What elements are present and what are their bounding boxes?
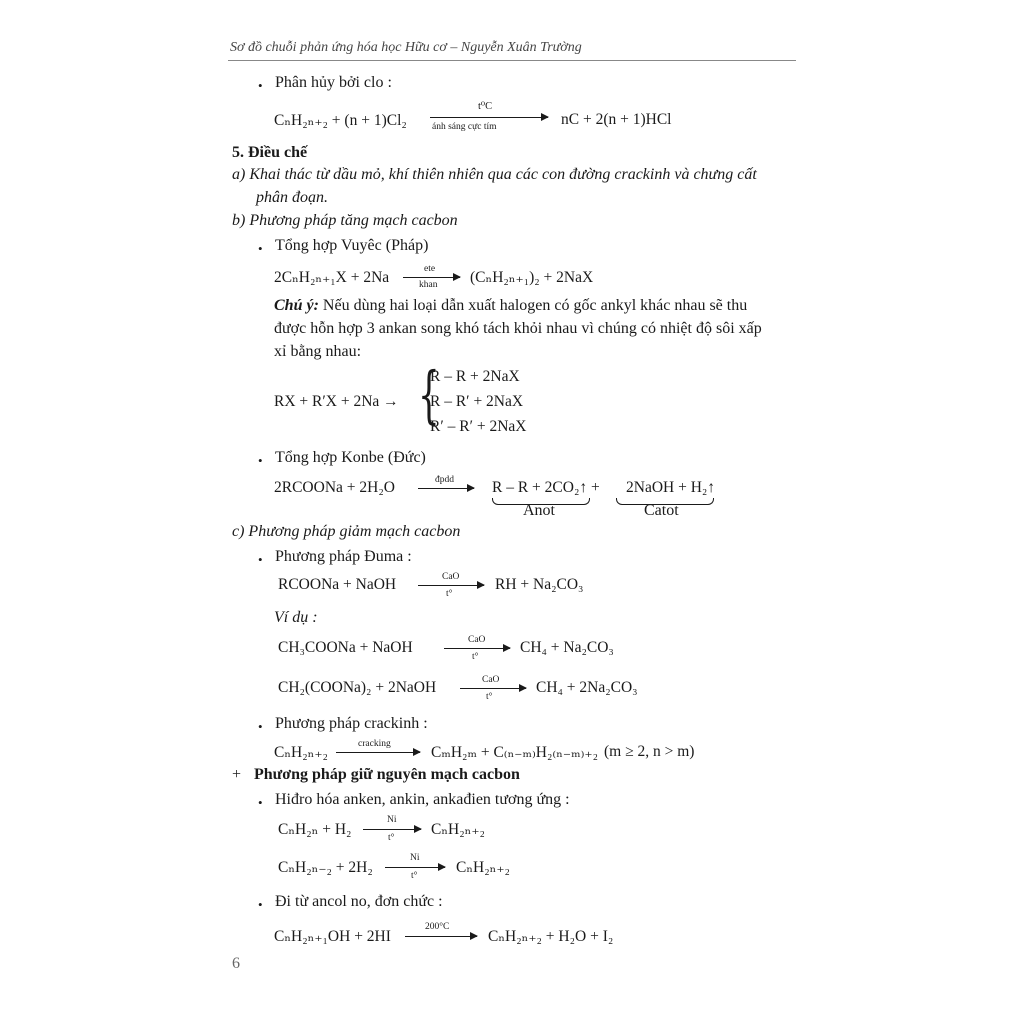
running-header: Sơ đồ chuỗi phản ứng hóa học Hữu cơ – Nguyễn Xuân Trường — [230, 40, 582, 55]
reaction-arrow — [430, 117, 548, 118]
dumas-heading: Phương pháp Đuma : — [275, 548, 412, 565]
bullet: • — [258, 897, 263, 912]
example-label: Ví dụ : — [274, 609, 318, 626]
bullet: • — [258, 241, 263, 256]
ex2-rhs: CH₄ + 2Na₂CO₃ — [536, 679, 638, 696]
hydro-heading: Hiđro hóa anken, ankin, ankađien tương ứng : — [275, 791, 570, 808]
wurtz-heading: Tổng hợp Vuyêc (Pháp) — [275, 237, 429, 254]
alcohol-lhs: CₙH₂ₙ₊₁OH + 2HI — [274, 928, 391, 945]
cracking-lhs: CₙH₂ₙ₊₂ — [274, 744, 328, 761]
page-number: 6 — [232, 955, 240, 972]
cathode-label: Catot — [644, 502, 679, 519]
kolbe-lhs: 2RCOONa + 2H₂O — [274, 479, 395, 496]
cracking-constraint: (m ≥ 2, n > m) — [604, 743, 695, 760]
h2-lhs: CₙH₂ₙ₋₂ + 2H₂ — [278, 859, 373, 876]
reaction-arrow — [418, 585, 484, 586]
note-text: Nếu dùng hai loại dẫn xuất halogen có gốc ankyl khác nhau sẽ thu — [318, 297, 748, 314]
cracking-heading: Phương pháp crackinh : — [275, 715, 428, 732]
h1-rhs: CₙH₂ₙ₊₂ — [431, 821, 485, 838]
h2-cond-top: Ni — [410, 853, 420, 863]
reaction-arrow — [405, 936, 477, 937]
alcohol-cond-top: 200°C — [425, 922, 450, 932]
mix-product-1: R – R + 2NaX — [430, 368, 520, 385]
section-c-title: c) Phương pháp giảm mạch cacbon — [232, 523, 461, 540]
dumas-cond-top: CaO — [442, 572, 460, 582]
section-a-line1: a) Khai thác từ dầu mỏ, khí thiên nhiên qua các con đường crackinh và chưng cất — [232, 166, 757, 183]
reaction-arrow — [460, 688, 526, 689]
mix-product-2: R – R′ + 2NaX — [430, 393, 524, 410]
wurtz-cond-top: ete — [424, 264, 436, 274]
reaction-arrow — [403, 277, 460, 278]
reaction-arrow — [418, 488, 474, 489]
ex1-lhs: CH₃COONa + NaOH — [278, 639, 413, 656]
kolbe-heading: Tổng hợp Konbe (Đức) — [275, 449, 426, 466]
ex1-rhs: CH₄ + Na₂CO₃ — [520, 639, 614, 656]
mix-product-3: R′ – R′ + 2NaX — [430, 418, 527, 435]
wurtz-note-line2: được hỗn hợp 3 ankan song khó tách khỏi nhau vì chúng có nhiệt độ sôi xấp — [274, 320, 762, 337]
bullet: • — [258, 78, 263, 93]
left-brace: { — [418, 358, 440, 431]
kolbe-cathode-products: 2NaOH + H₂↑ — [626, 479, 716, 496]
ex1-cond-top: CaO — [468, 635, 486, 645]
wurtz-note-line3: xỉ bằng nhau: — [274, 343, 362, 360]
section-title: 5. Điều chế — [232, 144, 308, 161]
chlorine-cond-bottom: ánh sáng cực tím — [432, 122, 497, 132]
wurtz-lhs: 2CₙH₂ₙ₊₁X + 2Na — [274, 269, 390, 286]
chlorine-cond-top: t⁰C — [478, 101, 493, 112]
dumas-cond-bottom: t° — [446, 589, 453, 599]
h2-cond-bottom: t° — [411, 871, 418, 881]
section-a-line2: phân đoạn. — [256, 189, 328, 206]
kolbe-cond-top: đpdd — [435, 475, 454, 485]
section-b-title: b) Phương pháp tăng mạch cacbon — [232, 212, 458, 229]
ex2-cond-bottom: t° — [486, 692, 493, 702]
wurtz-note-line1 — [274, 297, 747, 315]
bullet: • — [258, 795, 263, 810]
chlorine-lhs: CₙH₂ₙ₊₂ + (n + 1)Cl₂ — [274, 112, 407, 129]
wurtz-rhs: (CₙH₂ₙ₊₁)₂ + 2NaX — [470, 269, 594, 286]
chlorine-rhs: nC + 2(n + 1)HCl — [561, 111, 672, 128]
reaction-arrow — [444, 648, 510, 649]
alcohol-rhs: CₙH₂ₙ₊₂ + H₂O + I₂ — [488, 928, 614, 945]
plus-marker: + — [232, 766, 242, 783]
reaction-arrow — [336, 752, 420, 753]
reaction-arrow — [363, 829, 421, 830]
bullet: • — [258, 719, 263, 734]
ex2-cond-top: CaO — [482, 675, 500, 685]
chlorine-heading: Phân hủy bởi clo : — [275, 74, 392, 91]
anode-label: Anot — [523, 502, 555, 519]
cracking-rhs: CₘH₂ₘ + C₍ₙ₋ₘ₎H₂₍ₙ₋ₘ₎₊₂ — [431, 744, 598, 761]
mix-lhs: RX + R′X + 2Na → — [274, 393, 399, 410]
ex2-lhs: CH₂(COONa)₂ + 2NaOH — [278, 679, 437, 696]
note-label: Chú ý: — [274, 297, 319, 314]
h1-cond-bottom: t° — [388, 833, 395, 843]
bullet: • — [258, 552, 263, 567]
h2-rhs: CₙH₂ₙ₊₂ — [456, 859, 510, 876]
h1-cond-top: Ni — [387, 815, 397, 825]
dumas-lhs: RCOONa + NaOH — [278, 576, 397, 593]
reaction-arrow — [385, 867, 445, 868]
h1-lhs: CₙH₂ₙ + H₂ — [278, 821, 352, 838]
wurtz-cond-bottom: khan — [419, 280, 438, 290]
ex1-cond-bottom: t° — [472, 652, 479, 662]
bullet: • — [258, 453, 263, 468]
dumas-rhs: RH + Na₂CO₃ — [495, 576, 584, 593]
keep-chain-title: Phương pháp giữ nguyên mạch cacbon — [254, 766, 520, 783]
kolbe-anode-products: R – R + 2CO₂↑ + — [492, 479, 600, 496]
cracking-cond-top: cracking — [358, 739, 391, 749]
header-rule — [228, 60, 796, 61]
alcohol-heading: Đi từ ancol no, đơn chức : — [275, 893, 443, 910]
